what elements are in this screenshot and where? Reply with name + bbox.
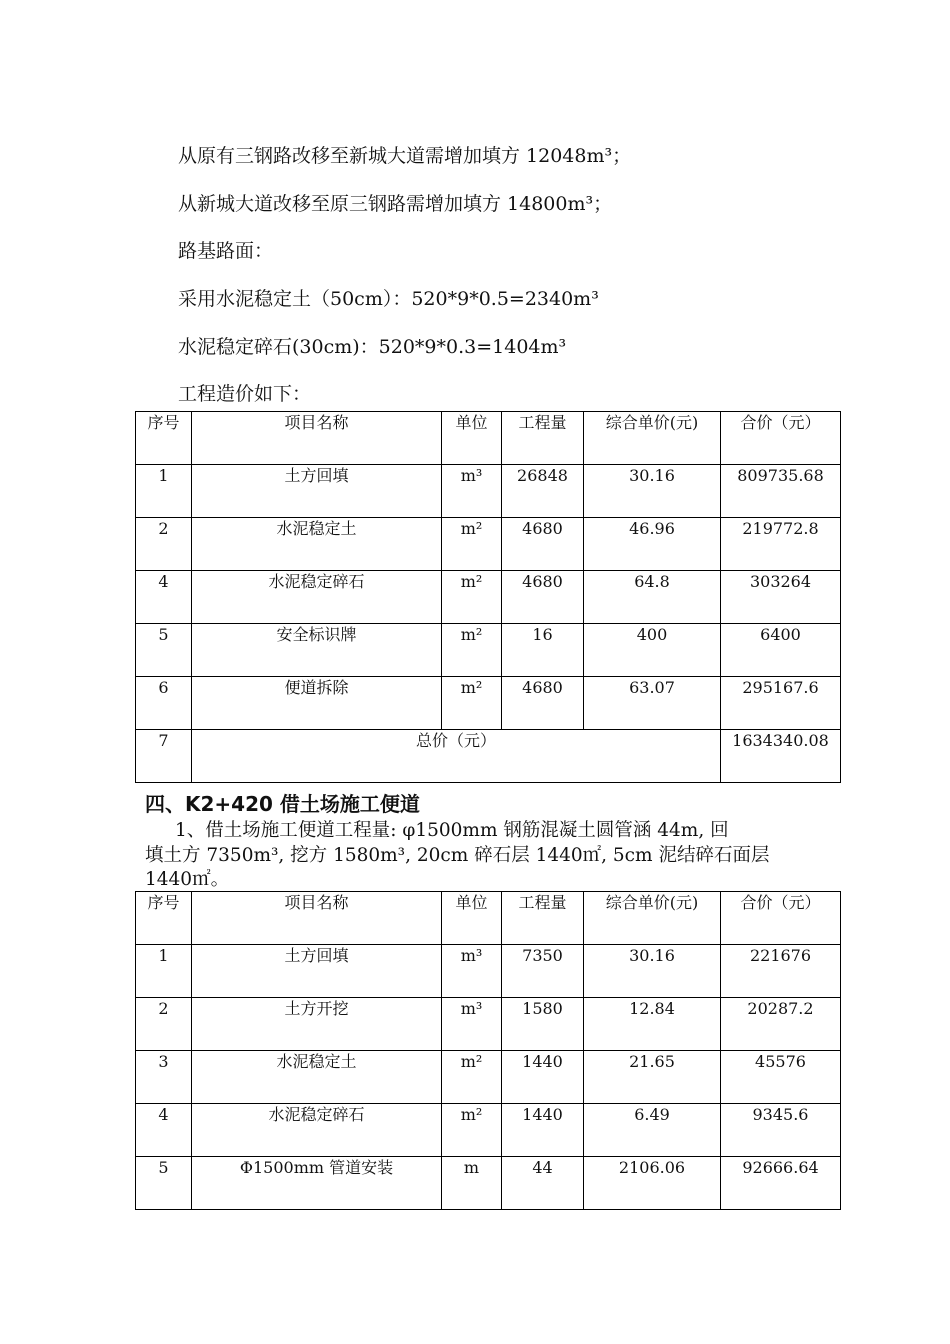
table-cell: 219772.8 bbox=[721, 518, 841, 571]
table-cell: 1 bbox=[136, 945, 192, 998]
table-row bbox=[136, 571, 841, 624]
header-cell: 工程量 bbox=[502, 892, 584, 945]
table-cell: 30.16 bbox=[584, 945, 721, 998]
table-cell: 1440 bbox=[502, 1104, 584, 1157]
table-cell: 土方回填 bbox=[192, 945, 442, 998]
table-cell: 26848 bbox=[502, 465, 584, 518]
header-cell: 综合单价(元) bbox=[584, 412, 721, 465]
header-cell: 项目名称 bbox=[192, 892, 442, 945]
header-cell: 合价（元） bbox=[721, 412, 841, 465]
header-cell: 序号 bbox=[136, 412, 192, 465]
table-cell: 92666.64 bbox=[721, 1157, 841, 1210]
table-cell: 4680 bbox=[502, 571, 584, 624]
table-cell: m² bbox=[442, 677, 502, 730]
table-cell: 7350 bbox=[502, 945, 584, 998]
table-cell: 6.49 bbox=[584, 1104, 721, 1157]
table-cell: m² bbox=[442, 624, 502, 677]
table-cell: 安全标识牌 bbox=[192, 624, 442, 677]
table-cell: 400 bbox=[584, 624, 721, 677]
intro-line-3: 路基路面： bbox=[178, 240, 274, 262]
table-cell: 221676 bbox=[721, 945, 841, 998]
table-cell: 6400 bbox=[721, 624, 841, 677]
table-cell: 809735.68 bbox=[721, 465, 841, 518]
table-cell: 303264 bbox=[721, 571, 841, 624]
table-cell: 4 bbox=[136, 1104, 192, 1157]
table-cell: 44 bbox=[502, 1157, 584, 1210]
table-row bbox=[136, 945, 841, 998]
header-cell: 综合单价(元) bbox=[584, 892, 721, 945]
table-cell: 2 bbox=[136, 518, 192, 571]
table-row bbox=[136, 998, 841, 1051]
table-cell: 6 bbox=[136, 677, 192, 730]
table-cell: 64.8 bbox=[584, 571, 721, 624]
table-cell: 20287.2 bbox=[721, 998, 841, 1051]
table-cell: 土方开挖 bbox=[192, 998, 442, 1051]
intro-line-5: 水泥稳定碎石(30cm)：520*9*0.3=1404m³ bbox=[178, 336, 567, 358]
table-cell: 土方回填 bbox=[192, 465, 442, 518]
table-cell: m² bbox=[442, 518, 502, 571]
total-row bbox=[136, 730, 841, 783]
table-cell: 2106.06 bbox=[584, 1157, 721, 1210]
table-cell: 2 bbox=[136, 998, 192, 1051]
table-cell: 295167.6 bbox=[721, 677, 841, 730]
header-cell: 序号 bbox=[136, 892, 192, 945]
table-row bbox=[136, 1104, 841, 1157]
table-cell: 水泥稳定土 bbox=[192, 518, 442, 571]
table-cell: Φ1500mm 管道安装 bbox=[192, 1157, 442, 1210]
intro-line-1: 从原有三钢路改移至新城大道需增加填方 12048m³； bbox=[178, 145, 632, 167]
table-row bbox=[136, 1051, 841, 1104]
table-cell: 30.16 bbox=[584, 465, 721, 518]
table-cell: 21.65 bbox=[584, 1051, 721, 1104]
table-cell: 12.84 bbox=[584, 998, 721, 1051]
table-cell: 7 bbox=[136, 730, 192, 783]
header-cell: 单位 bbox=[442, 412, 502, 465]
total-value: 1634340.08 bbox=[721, 730, 841, 783]
table-cell: m³ bbox=[442, 945, 502, 998]
table-cell: m³ bbox=[442, 998, 502, 1051]
header-cell: 工程量 bbox=[502, 412, 584, 465]
table-row bbox=[136, 677, 841, 730]
table-cell: m² bbox=[442, 1051, 502, 1104]
table-header-row bbox=[136, 892, 841, 945]
table-cell: m² bbox=[442, 571, 502, 624]
table-cell: 水泥稳定土 bbox=[192, 1051, 442, 1104]
table-cell: 1 bbox=[136, 465, 192, 518]
table-row bbox=[136, 465, 841, 518]
table-cell: 水泥稳定碎石 bbox=[192, 1104, 442, 1157]
table-cell: 63.07 bbox=[584, 677, 721, 730]
table-cell: 水泥稳定碎石 bbox=[192, 571, 442, 624]
table-header-row bbox=[136, 412, 841, 465]
table-cell: 5 bbox=[136, 624, 192, 677]
table-row bbox=[136, 624, 841, 677]
table-cell: 45576 bbox=[721, 1051, 841, 1104]
table-cell: 1440 bbox=[502, 1051, 584, 1104]
table-row bbox=[136, 1157, 841, 1210]
header-cell: 单位 bbox=[442, 892, 502, 945]
section-paragraph-line-1: 1、借土场施工便道工程量: φ1500mm 钢筋混凝土圆管涵 44m, 回 bbox=[175, 820, 729, 841]
section-heading: 四、K2+420 借土场施工便道 bbox=[145, 792, 420, 816]
cost-table-1 bbox=[135, 411, 841, 783]
section-paragraph-line-2: 填土方 7350m³, 挖方 1580m³, 20cm 碎石层 1440㎡, 5cm 泥结碎石面层 bbox=[145, 845, 770, 866]
table-cell: 4 bbox=[136, 571, 192, 624]
header-cell: 合价（元） bbox=[721, 892, 841, 945]
total-label: 总价（元） bbox=[192, 730, 721, 783]
table-cell: 5 bbox=[136, 1157, 192, 1210]
table-cell: 4680 bbox=[502, 677, 584, 730]
table-cell: 1580 bbox=[502, 998, 584, 1051]
table-cell: 16 bbox=[502, 624, 584, 677]
cost-table-2 bbox=[135, 891, 841, 1210]
table-cell: m³ bbox=[442, 465, 502, 518]
table-cell: 4680 bbox=[502, 518, 584, 571]
table-cell: 便道拆除 bbox=[192, 677, 442, 730]
table-cell: 9345.6 bbox=[721, 1104, 841, 1157]
table-cell: 46.96 bbox=[584, 518, 721, 571]
intro-line-4: 采用水泥稳定土（50cm）：520*9*0.5=2340m³ bbox=[178, 288, 599, 310]
table-row bbox=[136, 518, 841, 571]
table-cell: m² bbox=[442, 1104, 502, 1157]
intro-line-2: 从新城大道改移至原三钢路需增加填方 14800m³； bbox=[178, 193, 613, 215]
table-cell: m bbox=[442, 1157, 502, 1210]
table-cell: 3 bbox=[136, 1051, 192, 1104]
section-paragraph-line-3: 1440㎡。 bbox=[145, 869, 230, 890]
header-cell: 项目名称 bbox=[192, 412, 442, 465]
intro-line-6: 工程造价如下： bbox=[178, 383, 312, 405]
